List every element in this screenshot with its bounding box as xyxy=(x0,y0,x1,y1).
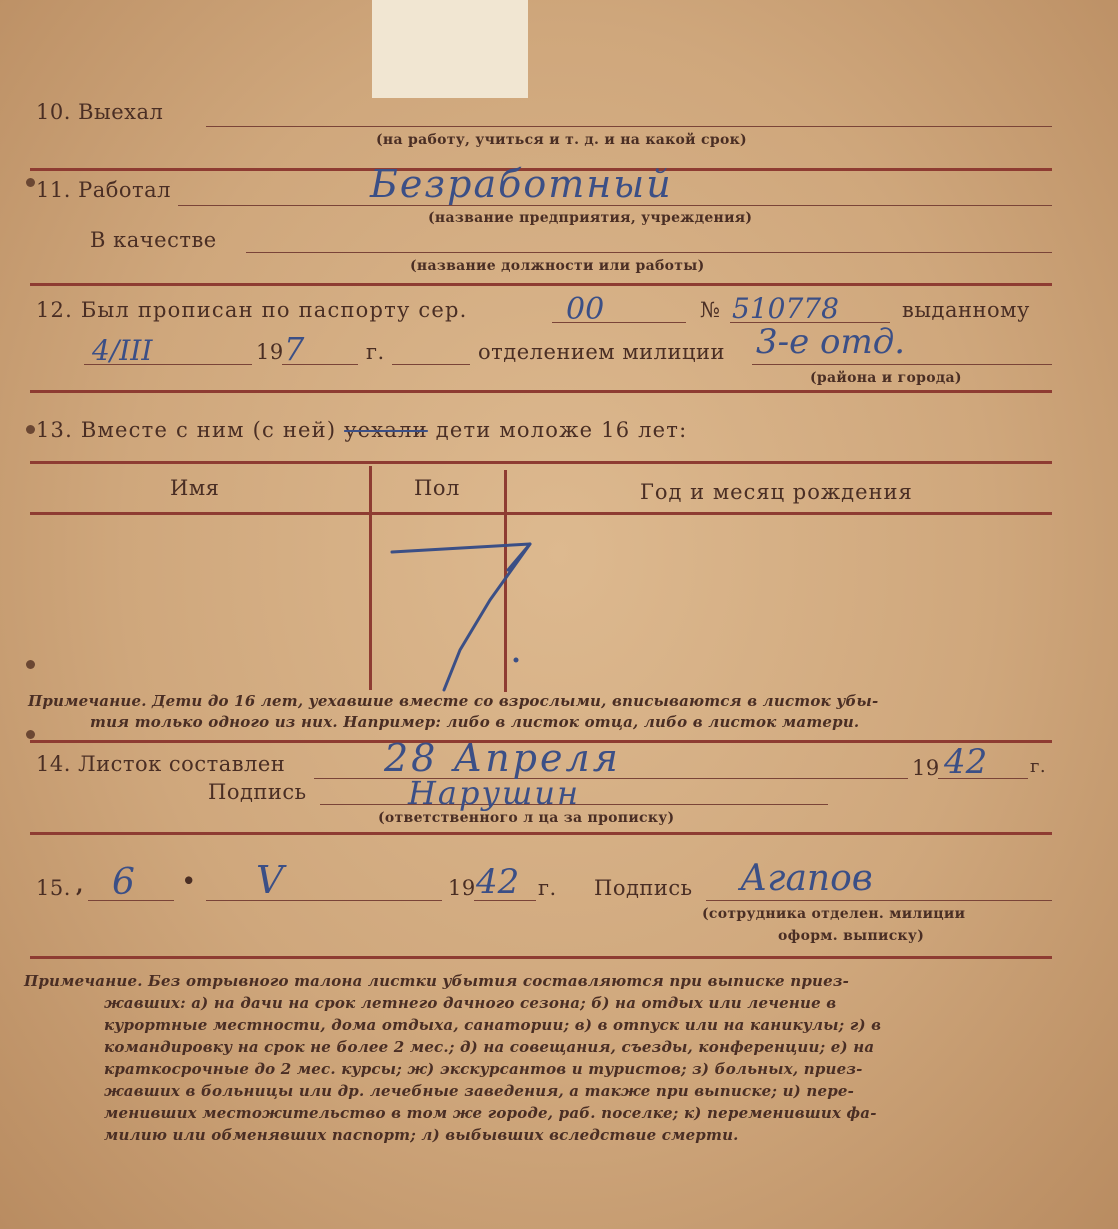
field-14-signature-handwriting: Нарушин xyxy=(408,774,581,812)
field-15-day-handwriting: 6 xyxy=(112,862,135,903)
field-15-year-suffix: г. xyxy=(538,876,557,900)
field-15-month-handwriting: V xyxy=(256,858,284,902)
police-line xyxy=(752,364,1052,365)
field-15-year-handwriting: 42 xyxy=(476,862,520,902)
field-11-handwriting: Безработный xyxy=(370,162,673,206)
field-15-signature-label: Подпись xyxy=(594,876,693,900)
section-rule xyxy=(30,390,1052,393)
issue-year-handwriting: 7 xyxy=(284,330,305,368)
passport-series-handwriting: 00 xyxy=(566,292,605,327)
issue-year-prefix: 19 xyxy=(256,340,284,364)
issue-line xyxy=(392,364,470,365)
table-top-rule xyxy=(30,461,1052,464)
field-14-caption: (ответственного л ца за прописку) xyxy=(378,810,675,826)
field-15-dot: , xyxy=(76,872,84,897)
table-header-name: Имя xyxy=(170,476,220,500)
table-header-birth: Год и месяц рождения xyxy=(640,480,913,504)
general-note-line: жавших: а) на дачи на срок летнего дачного сезона; б) на отдых или лечение в xyxy=(104,994,837,1012)
general-note-line: Примечание. Без отрывного талона листки убытия составляются при выписке приез- xyxy=(24,972,850,990)
note-children-line1: Примечание. Дети до 16 лет, уехавшие вместе со взрослыми, вписываются в листок убы- xyxy=(28,692,879,710)
field-11-role-label: В качестве xyxy=(90,228,217,252)
field-15-caption-line1: (сотрудника отделен. милиции xyxy=(702,906,966,922)
general-note-line: жавших в больницы или др. лечебные заведения, а также при выписке; и) пере- xyxy=(104,1082,855,1100)
table-divider xyxy=(369,466,372,690)
field-12-label: 12. Был прописан по паспорту сер. xyxy=(36,298,468,322)
issue-date-handwriting: 4/III xyxy=(92,334,153,367)
punch-hole xyxy=(26,730,35,739)
field-10-line xyxy=(206,126,1052,127)
field-11-role-caption: (название должности или работы) xyxy=(410,258,705,274)
field-10-label: 10. Выехал xyxy=(36,100,164,124)
police-label: отделением милиции xyxy=(478,340,725,364)
punch-hole xyxy=(26,425,35,434)
field-13-label xyxy=(36,418,687,442)
general-note-line: милию или обменявших паспорт; л) выбывших вследствие смерти. xyxy=(104,1126,739,1144)
field-11-label: 11. Работал xyxy=(36,178,171,202)
field-10-caption: (на работу, учиться и т. д. и на какой срок) xyxy=(376,132,747,148)
field-14-label: 14. Листок составлен xyxy=(36,752,286,776)
field-12-caption: (района и города) xyxy=(810,370,962,386)
general-note-line: краткосрочные до 2 мес. курсы; ж) экскурсантов и туристов; з) больных, приез- xyxy=(104,1060,863,1078)
passport-number-label: № xyxy=(700,298,721,322)
field-15-signature-handwriting: Агапов xyxy=(740,858,873,899)
punch-hole xyxy=(26,660,35,669)
field-15-label: 15. xyxy=(36,876,71,900)
field-13-struck-word: уехали xyxy=(344,418,428,442)
issued-label: выданному xyxy=(902,298,1030,322)
police-handwriting: 3-е отд. xyxy=(756,322,906,362)
section-rule xyxy=(30,832,1052,835)
general-note-line: менивших местожительство в том же городе, раб. поселке; к) переменивших фа- xyxy=(104,1104,877,1122)
field-15-year-prefix: 19 xyxy=(448,876,476,900)
field-14-signature-label: Подпись xyxy=(208,780,307,804)
paper-patch xyxy=(372,0,528,98)
field-15-caption-line2: оформ. выписку) xyxy=(778,928,925,944)
issue-year-suffix: г. xyxy=(366,340,385,364)
section-rule xyxy=(30,283,1052,286)
punch-hole xyxy=(26,178,35,187)
passport-number-handwriting: 510778 xyxy=(732,292,839,325)
general-note-line: курортные местности, дома отдыха, санатории; в) в отпуск или на каникулы; г) в xyxy=(104,1016,882,1034)
field-14-year-suffix: г. xyxy=(1030,756,1047,777)
field-11-caption: (название предприятия, учреждения) xyxy=(428,210,753,226)
note-children-line2: тия только одного из них. Например: либо в листок отца, либо в листок матери. xyxy=(90,713,860,731)
field-15-separator: • xyxy=(182,868,196,893)
field-14-year-prefix: 19 xyxy=(912,756,940,780)
table-header-rule xyxy=(30,512,1052,515)
empty-table-mark xyxy=(380,530,560,700)
field-11-role-line xyxy=(246,252,1052,253)
table-header-sex: Пол xyxy=(414,476,460,500)
section-rule xyxy=(30,956,1052,959)
field-14-year-handwriting: 42 xyxy=(944,742,988,782)
general-note-line: командировку на срок не более 2 мес.; д) на совещания, съезды, конференции; е) на xyxy=(104,1038,875,1056)
field-15-month-line xyxy=(206,900,442,901)
field-15-signature-line xyxy=(706,900,1052,901)
field-14-date-handwriting: 28 Апреля xyxy=(384,736,621,780)
field-13-label-end: дети моложе 16 лет: xyxy=(435,418,688,442)
field-13-label-start: 13. Вместе с ним (с ней) xyxy=(36,418,337,442)
